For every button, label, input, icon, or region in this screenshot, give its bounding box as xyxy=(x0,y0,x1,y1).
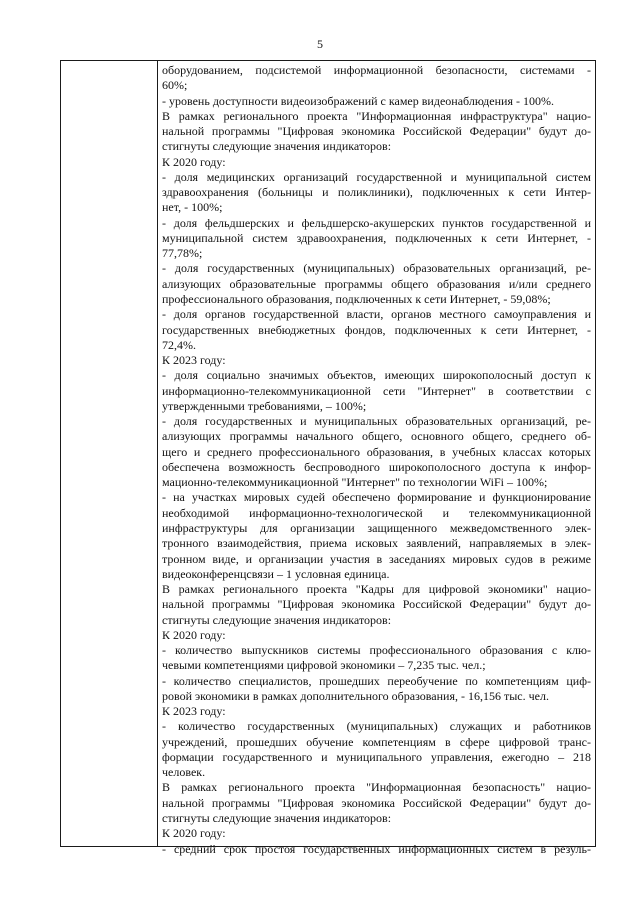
text-line: видеоконференцсвязи – 1 условная единица. xyxy=(162,566,390,581)
text-line: 72,4%. xyxy=(162,337,196,352)
page-number: 5 xyxy=(317,37,323,51)
text-line: 77,78%; xyxy=(162,246,203,261)
text-line: профессионального образования, подключенных к сети Интернет, - 59,08%; xyxy=(162,291,551,306)
text-line: - доля социально значимых объектов, имеющих широкополосный доступ к xyxy=(162,368,591,383)
text-line: 60%; xyxy=(162,78,188,93)
text-line: государственных внебюджетных фондов, подключенных к сети Интернет, - xyxy=(162,322,591,337)
document-table xyxy=(60,60,596,856)
text-line: нет, - 100%; xyxy=(162,200,223,215)
text-line: В рамках регионального проекта "Информационная безопасность" нацио- xyxy=(162,780,591,795)
text-line: - количество выпускников системы профессионального образования с клю- xyxy=(162,643,591,658)
text-line: необходимой информационно-технологической и телекоммуникационной xyxy=(162,505,591,520)
text-line: ализующих образовательные программы общего образования и/или среднего xyxy=(162,276,591,291)
text-line: К 2020 году: xyxy=(162,627,226,642)
text-line: - доля медицинских организаций государственной и муниципальной систем xyxy=(162,169,591,184)
text-line: муниципальной систем здравоохранения, подключенных к сети Интернет, - xyxy=(162,230,591,245)
text-line: щего и среднего профессионального образования, в учебных классах которых xyxy=(162,444,591,459)
text-line: ализующих программы начального общего, основного общего, среднего об- xyxy=(162,429,591,444)
text-line: - доля органов государственной власти, органов местного самоуправления и xyxy=(162,307,591,322)
text-line: - количество государственных (муниципальных) служащих и работников xyxy=(162,719,591,734)
text-line: оборудованием, подсистемой информационной безопасности, системами - xyxy=(162,63,591,77)
text-line: К 2020 году: xyxy=(162,154,226,169)
text-line: - на участках мировых судей обеспечено формирование и функционирование xyxy=(162,490,591,505)
text-line: К 2020 году: xyxy=(162,826,226,841)
text-line: обеспечена возможность беспроводного широкополосного доступа к инфор- xyxy=(162,459,591,474)
text-line: - количество специалистов, прошедших переобучение по компетенциям циф- xyxy=(162,673,591,688)
text-line: - доля государственных и муниципальных образовательных организаций, ре- xyxy=(162,414,591,429)
text-line: - средний срок простоя государственных информационных систем в резуль- xyxy=(162,841,591,856)
text-line: нальной программы "Цифровая экономика Российской Федерации" будут до- xyxy=(162,597,591,612)
text-line: формации государственного и муниципального управления, ежегодно – 218 xyxy=(162,749,591,764)
text-line: человек. xyxy=(162,765,206,780)
text-line: К 2023 году: xyxy=(162,353,226,368)
text-line: ровой экономики в рамках дополнительного образования, - 16,156 тыс. чел. xyxy=(162,688,549,703)
text-line: нальной программы "Цифровая экономика Российской Федерации" будут до- xyxy=(162,124,591,139)
text-line: стигнуты следующие значения индикаторов: xyxy=(162,139,392,154)
text-line: мационно-телекоммуникационной "Интернет" по технологии WiFi – 100%; xyxy=(162,475,548,490)
text-line: В рамках регионального проекта "Кадры для цифровой экономики" нацио- xyxy=(162,582,591,597)
text-line: - доля государственных (муниципальных) образовательных организаций, ре- xyxy=(162,261,591,276)
text-line: тронном виде, и организации участия в заседаниях мировых судов в режиме xyxy=(162,551,591,566)
text-line: здравоохранения (больницы и поликлиники), подключенных к сети Интер- xyxy=(162,185,591,200)
text-line: стигнуты следующие значения индикаторов: xyxy=(162,612,392,627)
text-line: информационно-телекоммуникационной сети "Интернет" в соответствии с xyxy=(162,383,591,398)
text-line: - уровень доступности видеоизображений с камер видеонаблюдения - 100%. xyxy=(162,93,554,108)
text-line: - доля фельдшерских и фельдшерско-акушерских пунктов государственной и xyxy=(162,215,591,230)
text-line: чевыми компетенциями цифровой экономики – 7,235 тыс. чел.; xyxy=(162,658,486,673)
text-line: стигнуты следующие значения индикаторов: xyxy=(162,811,392,826)
text-line: К 2023 году: xyxy=(162,704,226,719)
text-line: учреждений, прошедших обучение компетенциям в сфере цифровой транс- xyxy=(162,734,591,749)
text-line: нальной программы "Цифровая экономика Российской Федерации" будут до- xyxy=(162,795,591,810)
text-line: тронного взаимодействия, приема исковых заявлений, направляемых в элек- xyxy=(162,536,591,551)
table-text-cell xyxy=(158,61,595,856)
text-line: В рамках регионального проекта "Информационная инфраструктура" нацио- xyxy=(162,108,591,123)
text-line: утвержденными требованиями, – 100%; xyxy=(162,398,367,413)
table-left-cell xyxy=(61,61,158,846)
text-line: инфраструктуры для организации защищенного межведомственного элек- xyxy=(162,520,591,535)
